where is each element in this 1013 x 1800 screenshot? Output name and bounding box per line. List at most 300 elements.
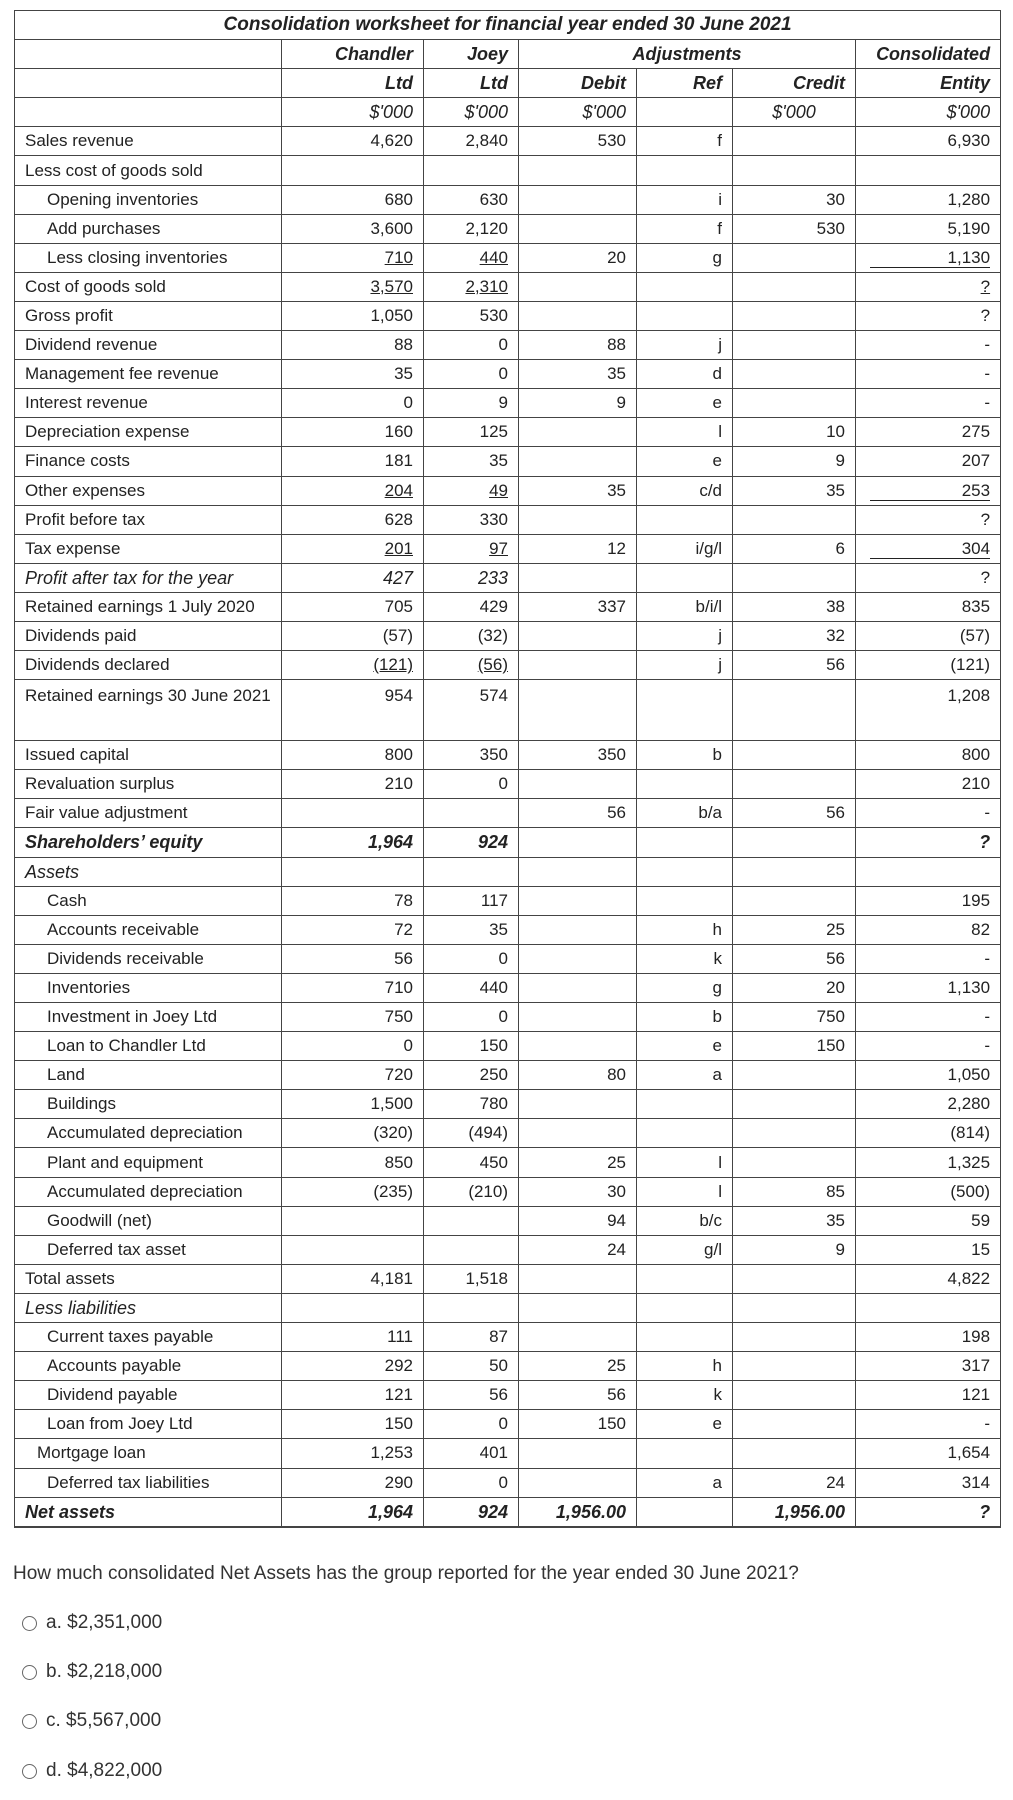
table-cell <box>856 1497 1001 1527</box>
cell-value: 440 <box>479 977 508 997</box>
cell-value: 233 <box>477 567 508 588</box>
header-chandler: Chandler <box>282 40 424 69</box>
table-cell <box>519 301 637 330</box>
consolidation-worksheet <box>14 10 1001 1528</box>
cell-value: 3,570 <box>370 276 413 296</box>
table-cell <box>733 886 856 915</box>
cell-value: Current taxes payable <box>47 1327 214 1347</box>
table-cell <box>519 973 637 1002</box>
radio-icon[interactable] <box>22 1714 37 1729</box>
table-cell <box>282 418 424 447</box>
table-cell <box>733 915 856 944</box>
row-label <box>15 1323 282 1352</box>
row-label <box>15 944 282 973</box>
cell-value: 0 <box>498 364 508 384</box>
table-cell <box>733 1235 856 1264</box>
row-label <box>15 389 282 418</box>
cell-value: - <box>984 364 991 384</box>
cell-value: - <box>984 393 991 413</box>
table-cell <box>282 127 424 156</box>
radio-icon[interactable] <box>22 1764 37 1779</box>
table-cell <box>282 1235 424 1264</box>
table-cell <box>733 799 856 828</box>
table-cell <box>519 185 637 214</box>
cell-value: 705 <box>384 596 413 616</box>
table-cell <box>733 1323 856 1352</box>
table-row <box>15 973 1001 1002</box>
table-cell <box>733 389 856 418</box>
table-cell <box>637 243 733 272</box>
table-cell <box>424 214 519 243</box>
table-cell <box>637 680 733 741</box>
table-cell <box>519 944 637 973</box>
table-cell <box>637 156 733 185</box>
option-c[interactable] <box>22 1710 161 1732</box>
table-cell <box>856 1381 1001 1410</box>
cell-value: 35 <box>394 364 413 384</box>
table-row <box>15 185 1001 214</box>
table-cell <box>637 272 733 301</box>
cell-value: Dividends receivable <box>47 948 204 968</box>
table-cell <box>424 301 519 330</box>
cell-value: 0 <box>498 1414 508 1434</box>
table-cell <box>424 1119 519 1148</box>
table-cell <box>282 1468 424 1497</box>
table-cell <box>424 770 519 799</box>
cell-value: - <box>984 803 991 823</box>
table-cell <box>637 621 733 650</box>
table-cell <box>733 1264 856 1293</box>
table-cell <box>282 1061 424 1090</box>
table-cell <box>856 1439 1001 1468</box>
cell-value: a <box>712 1065 722 1085</box>
table-cell <box>637 1061 733 1090</box>
cell-value: 207 <box>961 451 991 471</box>
table-cell <box>519 534 637 563</box>
cell-value: 181 <box>384 451 413 471</box>
row-label <box>15 799 282 828</box>
cell-value: l <box>718 422 722 442</box>
cell-value: j <box>718 655 722 675</box>
row-label <box>15 1206 282 1235</box>
cell-value: Accumulated depreciation <box>47 1181 243 1201</box>
row-label <box>15 243 282 272</box>
row-label <box>15 915 282 944</box>
table-row <box>15 301 1001 330</box>
cell-value: 1,253 <box>370 1443 413 1463</box>
table-cell <box>637 447 733 476</box>
table-row <box>15 1177 1001 1206</box>
cell-value: 111 <box>387 1327 413 1347</box>
table-row <box>15 534 1001 563</box>
table-cell <box>519 1177 637 1206</box>
table-cell <box>519 214 637 243</box>
table-cell <box>637 331 733 360</box>
table-cell <box>519 621 637 650</box>
cell-value: 0 <box>498 774 508 794</box>
table-cell <box>519 476 637 505</box>
cell-value: Accounts payable <box>47 1356 182 1376</box>
cell-value: 25 <box>607 1152 626 1172</box>
table-row <box>15 476 1001 505</box>
table-row <box>15 1352 1001 1381</box>
cell-value: 2,310 <box>465 276 508 296</box>
cell-value: 1,208 <box>947 686 991 706</box>
cell-value: Profit before tax <box>25 509 146 529</box>
cell-value: 0 <box>498 1472 508 1492</box>
table-cell <box>424 1235 519 1264</box>
table-cell <box>424 127 519 156</box>
cell-value: 30 <box>826 189 845 209</box>
table-cell <box>733 505 856 534</box>
cell-value: 1,500 <box>370 1094 413 1114</box>
cell-value: e <box>712 1036 722 1056</box>
table-cell <box>733 1293 856 1322</box>
table-cell <box>856 331 1001 360</box>
cell-value: d <box>712 364 722 384</box>
table-cell <box>733 476 856 505</box>
cell-value: 204 <box>384 480 413 500</box>
table-cell <box>856 770 1001 799</box>
table-cell <box>856 621 1001 650</box>
table-cell <box>424 741 519 770</box>
cell-value: 924 <box>477 832 508 853</box>
cell-value: 350 <box>479 745 508 765</box>
cell-value: ? <box>979 832 991 853</box>
cell-value: 710 <box>384 977 413 997</box>
table-cell <box>282 621 424 650</box>
cell-value: Retained earnings 1 July 2020 <box>25 596 255 616</box>
table-cell <box>282 944 424 973</box>
table-cell <box>424 1032 519 1061</box>
table-cell <box>733 1148 856 1177</box>
cell-value: 2,840 <box>465 131 508 151</box>
table-cell <box>856 944 1001 973</box>
table-cell <box>519 592 637 621</box>
cell-value: 530 <box>816 218 845 238</box>
cell-value: (210) <box>468 1181 508 1201</box>
cell-value: 530 <box>597 131 626 151</box>
cell-value: 710 <box>384 247 413 267</box>
cell-value: 1,964 <box>367 1501 413 1522</box>
cell-value: 56 <box>607 1385 626 1405</box>
table-row <box>15 1206 1001 1235</box>
cell-value: 80 <box>607 1065 626 1085</box>
cell-value: 630 <box>479 189 508 209</box>
cell-value: Inventories <box>47 977 131 997</box>
table-cell <box>424 1061 519 1090</box>
table-row <box>15 857 1001 886</box>
table-cell <box>856 1177 1001 1206</box>
cell-value: b/c <box>699 1210 722 1230</box>
table-cell <box>519 886 637 915</box>
table-cell <box>733 360 856 389</box>
table-row <box>15 1090 1001 1119</box>
row-label <box>15 447 282 476</box>
cell-value: 4,181 <box>370 1268 413 1288</box>
table-cell <box>856 828 1001 857</box>
cell-value: Land <box>47 1065 85 1085</box>
option-a[interactable] <box>22 1612 162 1634</box>
table-cell <box>637 127 733 156</box>
table-cell <box>733 1119 856 1148</box>
cell-value: Management fee revenue <box>25 364 219 384</box>
table-cell <box>733 741 856 770</box>
table-row <box>15 1032 1001 1061</box>
table-cell <box>733 418 856 447</box>
table-cell <box>733 1410 856 1439</box>
cell-value: Depreciation expense <box>25 422 190 442</box>
table-cell <box>856 886 1001 915</box>
cell-value: k <box>713 1385 722 1405</box>
cell-value: l <box>718 1152 722 1172</box>
cell-value: Opening inventories <box>47 189 199 209</box>
table-cell <box>637 857 733 886</box>
cell-value: 15 <box>971 1239 991 1259</box>
table-row <box>15 127 1001 156</box>
table-cell <box>282 1119 424 1148</box>
cell-value: 94 <box>607 1210 626 1230</box>
table-cell <box>519 1410 637 1439</box>
table-cell <box>637 1352 733 1381</box>
table-cell <box>519 505 637 534</box>
cell-value: Interest revenue <box>25 393 148 413</box>
option-b[interactable] <box>22 1661 162 1683</box>
row-label <box>15 476 282 505</box>
row-label <box>15 886 282 915</box>
cell-value: (121) <box>373 655 413 675</box>
table-cell <box>519 1293 637 1322</box>
table-cell <box>519 1206 637 1235</box>
table-cell <box>733 214 856 243</box>
table-cell <box>424 886 519 915</box>
table-cell <box>424 272 519 301</box>
cell-value: 121 <box>384 1385 413 1405</box>
table-cell <box>519 1119 637 1148</box>
cell-value: 680 <box>384 189 413 209</box>
cell-value: Revaluation surplus <box>25 774 175 794</box>
cell-value: e <box>712 1414 722 1434</box>
cell-value: 530 <box>479 305 508 325</box>
cell-value: h <box>712 1356 722 1376</box>
table-row <box>15 1468 1001 1497</box>
table-cell <box>733 857 856 886</box>
table-cell <box>424 621 519 650</box>
table-row <box>15 1293 1001 1322</box>
table-cell <box>856 272 1001 301</box>
radio-icon[interactable] <box>22 1665 37 1680</box>
cell-value: 9 <box>835 451 845 471</box>
table-cell <box>733 1032 856 1061</box>
table-cell <box>282 770 424 799</box>
cell-value: 30 <box>607 1181 626 1201</box>
table-cell <box>519 389 637 418</box>
cell-value: l <box>718 1181 722 1201</box>
table-cell <box>637 1264 733 1293</box>
cell-value: 1,325 <box>947 1152 991 1172</box>
cell-value: 9 <box>835 1239 845 1259</box>
table-cell <box>519 1090 637 1119</box>
row-label <box>15 741 282 770</box>
table-row <box>15 1003 1001 1032</box>
cell-value: j <box>718 335 722 355</box>
table-cell <box>282 1293 424 1322</box>
table-cell <box>519 1032 637 1061</box>
table-cell <box>282 389 424 418</box>
table-cell <box>424 534 519 563</box>
table-cell <box>519 1061 637 1090</box>
cell-value: 35 <box>607 364 626 384</box>
cell-value: 337 <box>597 596 626 616</box>
table-cell <box>282 1410 424 1439</box>
cell-value: 954 <box>384 686 413 706</box>
table-row <box>15 360 1001 389</box>
table-cell <box>637 1148 733 1177</box>
table-cell <box>282 505 424 534</box>
cell-value: 0 <box>403 1036 413 1056</box>
header-unit: $'000 <box>856 98 1001 127</box>
table-cell <box>282 563 424 592</box>
table-cell <box>519 915 637 944</box>
table-cell <box>424 1264 519 1293</box>
row-label <box>15 621 282 650</box>
cell-value: 835 <box>961 596 991 616</box>
cell-value: (494) <box>468 1123 508 1143</box>
cell-value: 35 <box>489 919 508 939</box>
table-row <box>15 592 1001 621</box>
row-label <box>15 156 282 185</box>
table-cell <box>637 1119 733 1148</box>
table-cell <box>637 828 733 857</box>
table-cell <box>424 651 519 680</box>
cell-value: 87 <box>489 1327 508 1347</box>
table-cell <box>856 418 1001 447</box>
table-cell <box>637 1293 733 1322</box>
table-row <box>15 621 1001 650</box>
table-row <box>15 1235 1001 1264</box>
cell-value: 6 <box>835 538 845 558</box>
cell-value: c/d <box>699 480 722 500</box>
table-cell <box>637 1410 733 1439</box>
table-cell <box>733 973 856 1002</box>
cell-value: 780 <box>479 1094 508 1114</box>
cell-value: Cash <box>47 890 87 910</box>
cell-value: 10 <box>826 422 845 442</box>
cell-value: 25 <box>826 919 845 939</box>
table-cell <box>519 563 637 592</box>
cell-value: (320) <box>373 1123 413 1143</box>
cell-value: g <box>712 977 722 997</box>
table-cell <box>519 1264 637 1293</box>
cell-value: 429 <box>479 596 508 616</box>
table-cell <box>733 680 856 741</box>
worksheet-title: Consolidation worksheet for financial year ended 30 June 2021 <box>15 11 1001 40</box>
cell-value: 1,130 <box>870 249 990 268</box>
table-cell <box>282 651 424 680</box>
cell-value: k <box>713 948 722 968</box>
radio-icon[interactable] <box>22 1616 37 1631</box>
cell-value: 440 <box>479 247 508 267</box>
table-cell <box>282 1206 424 1235</box>
header-cell <box>15 40 282 69</box>
cell-value: f <box>717 218 722 238</box>
cell-value: 35 <box>607 480 626 500</box>
option-d[interactable] <box>22 1760 162 1782</box>
cell-value: 198 <box>961 1327 991 1347</box>
row-label <box>15 1119 282 1148</box>
row-label <box>15 1235 282 1264</box>
cell-value: 25 <box>607 1356 626 1376</box>
header-unit: $'000 <box>519 98 637 127</box>
cell-value: (56) <box>477 655 508 675</box>
table-cell <box>856 563 1001 592</box>
table-cell <box>856 741 1001 770</box>
table-cell <box>856 1206 1001 1235</box>
row-label <box>15 857 282 886</box>
cell-value: 85 <box>826 1181 845 1201</box>
cell-value: Plant and equipment <box>47 1152 203 1172</box>
table-cell <box>424 1468 519 1497</box>
cell-value: 292 <box>384 1356 413 1376</box>
table-cell <box>856 360 1001 389</box>
cell-value: 401 <box>479 1443 508 1463</box>
table-row <box>15 651 1001 680</box>
cell-value: 0 <box>498 1007 508 1027</box>
table-cell <box>519 1381 637 1410</box>
table-cell <box>637 741 733 770</box>
table-cell <box>282 301 424 330</box>
row-label <box>15 272 282 301</box>
cell-value: 210 <box>384 774 413 794</box>
cell-value: 35 <box>826 1210 845 1230</box>
table-cell <box>637 973 733 1002</box>
header-ltd: Ltd <box>424 69 519 98</box>
table-cell <box>282 1439 424 1468</box>
cell-value: 78 <box>394 890 413 910</box>
table-cell <box>733 156 856 185</box>
cell-value: Deferred tax asset <box>47 1239 186 1259</box>
table-cell <box>733 301 856 330</box>
table-cell <box>282 476 424 505</box>
cell-value: 82 <box>971 919 991 939</box>
cell-value: 201 <box>384 538 413 558</box>
cell-value: 250 <box>479 1065 508 1085</box>
table-cell <box>282 973 424 1002</box>
table-row <box>15 563 1001 592</box>
cell-value: 427 <box>382 567 413 588</box>
cell-value: 330 <box>479 509 508 529</box>
cell-value: 1,280 <box>947 189 991 209</box>
row-label <box>15 770 282 799</box>
cell-value: 56 <box>826 655 845 675</box>
table-cell <box>519 741 637 770</box>
table-cell <box>282 680 424 741</box>
table-cell <box>519 857 637 886</box>
table-cell <box>733 1352 856 1381</box>
cell-value: Goodwill (net) <box>47 1210 152 1230</box>
cell-value: 850 <box>384 1152 413 1172</box>
header-credit: Credit <box>733 69 856 98</box>
cell-value: 6,930 <box>947 131 991 151</box>
table-cell <box>282 1264 424 1293</box>
table-cell <box>733 331 856 360</box>
table-cell <box>856 1293 1001 1322</box>
table-cell <box>637 770 733 799</box>
cell-value: 49 <box>489 480 508 500</box>
cell-value: b/i/l <box>695 596 722 616</box>
row-label <box>15 828 282 857</box>
cell-value: e <box>712 451 722 471</box>
